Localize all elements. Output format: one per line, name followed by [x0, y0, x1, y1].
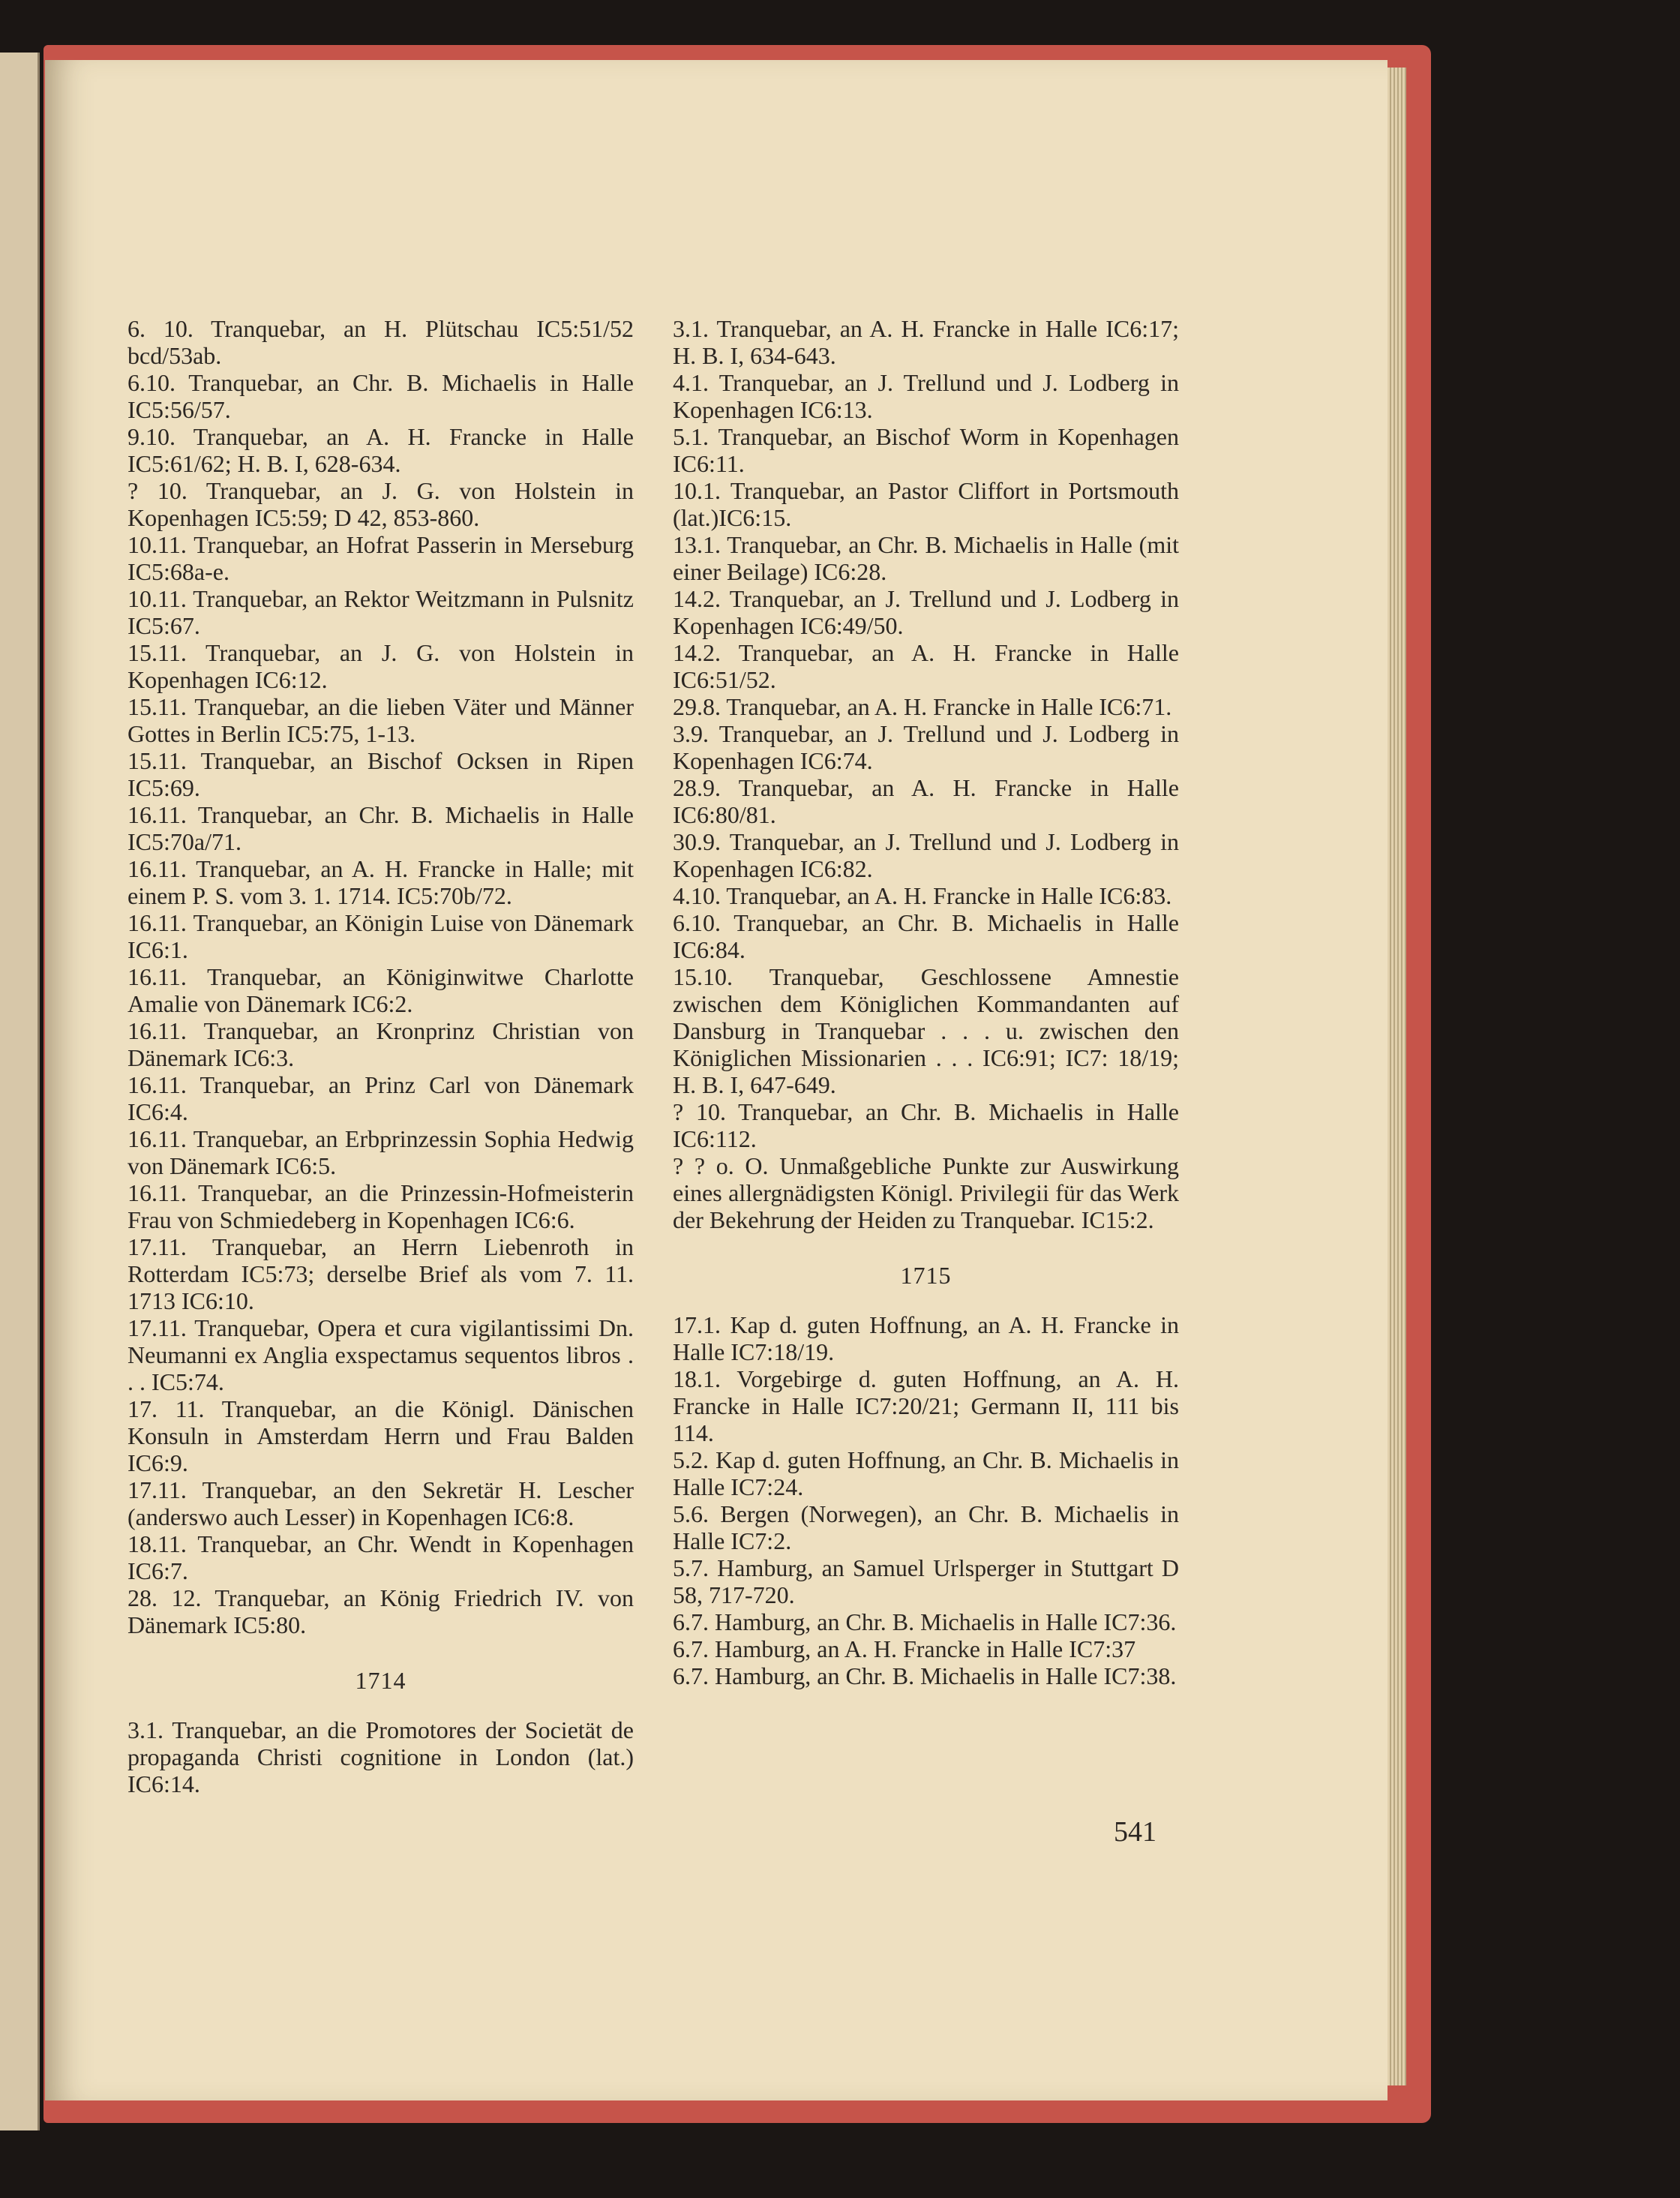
- letter-entry: 6.10. Tranquebar, an Chr. B. Michaelis in Halle IC6:84.: [673, 909, 1179, 963]
- letter-entry: 9.10. Tranquebar, an A. H. Francke in Halle IC5:61/62; H. B. I, 628-634.: [128, 423, 634, 477]
- book-page: [45, 60, 1388, 2100]
- year-heading-1715: 1715: [900, 1262, 952, 1289]
- letter-entry: 16.11. Tranquebar, an Königin Luise von Dänemark IC6:1.: [128, 909, 634, 963]
- letter-entry: ? ? o. O. Unmaßgebliche Punkte zur Auswirkung eines allergnädigsten Königl. Privilegii für das Werk der Bekehrung der Heiden zu Tranquebar. IC15:2.: [673, 1152, 1179, 1233]
- letter-entry: 3.1. Tranquebar, an die Promotores der Societät de propaganda Christi cognitione in London (lat.) IC6:14.: [128, 1716, 634, 1797]
- letter-entry: 4.10. Tranquebar, an A. H. Francke in Halle IC6:83.: [673, 882, 1172, 909]
- letter-entry: 16.11. Tranquebar, an Erbprinzessin Sophia Hedwig von Dänemark IC6:5.: [128, 1125, 634, 1179]
- right-entries-b: [673, 1311, 1179, 1689]
- letter-entry: 15.11. Tranquebar, an die lieben Väter und Männer Gottes in Berlin IC5:75, 1-13.: [128, 693, 634, 747]
- letter-entry: 17.11. Tranquebar, an Herrn Liebenroth in Rotterdam IC5:73; derselbe Brief als vom 7. 11. 1713 IC6:10.: [128, 1233, 634, 1314]
- letter-entry: 18.11. Tranquebar, an Chr. Wendt in Kopenhagen IC6:7.: [128, 1530, 634, 1584]
- letter-entry: 15.11. Tranquebar, an J. G. von Holstein in Kopenhagen IC6:12.: [128, 639, 634, 693]
- facing-page-edge: [0, 53, 40, 2130]
- letter-entry: 3.9. Tranquebar, an J. Trellund und J. Lodberg in Kopenhagen IC6:74.: [673, 720, 1179, 774]
- letter-entry: 16.11. Tranquebar, an Königinwitwe Charlotte Amalie von Dänemark IC6:2.: [128, 963, 634, 1017]
- right-entries-a: [673, 315, 1179, 1233]
- letter-entry: 6.7. Hamburg, an Chr. B. Michaelis in Halle IC7:36.: [673, 1608, 1177, 1635]
- letter-entry: 30.9. Tranquebar, an J. Trellund und J. Lodberg in Kopenhagen IC6:82.: [673, 828, 1179, 882]
- letter-entry: 17.11. Tranquebar, Opera et cura vigilantissimi Dn. Neumanni ex Anglia exspectamus sequentos libros . . . IC5:74.: [128, 1314, 634, 1395]
- letter-entry: 5.2. Kap d. guten Hoffnung, an Chr. B. Michaelis in Halle IC7:24.: [673, 1446, 1179, 1500]
- letter-entry: 10.1. Tranquebar, an Pastor Cliffort in Portsmouth (lat.)IC6:15.: [673, 477, 1179, 531]
- letter-entry: 3.1. Tranquebar, an A. H. Francke in Halle IC6:17; H. B. I, 634-643.: [673, 315, 1179, 369]
- letter-entry: 16.11. Tranquebar, an die Prinzessin-Hofmeisterin Frau von Schmiedeberg in Kopenhagen IC6:6.: [128, 1179, 634, 1233]
- letter-entry: 15.10. Tranquebar, Geschlossene Amnestie zwischen dem Königlichen Kommandanten auf Dansburg in Tranquebar . . . u. zwischen den Königlichen Missionarien . . . IC6:91; IC7: 18/19; H. B. I, 647-649.: [673, 963, 1179, 1098]
- letter-entry: 5.7. Hamburg, an Samuel Urlsperger in Stuttgart D 58, 717-720.: [673, 1554, 1179, 1608]
- letter-entry: 18.1. Vorgebirge d. guten Hoffnung, an A. H. Francke in Halle IC7:20/21; Germann II, 111 bis 114.: [673, 1365, 1179, 1446]
- letter-entry: 16.11. Tranquebar, an Kronprinz Christian von Dänemark IC6:3.: [128, 1017, 634, 1071]
- page-number: 541: [1114, 1816, 1156, 1848]
- left-entries-b: [128, 1716, 634, 1797]
- letter-entry: 16.11. Tranquebar, an Chr. B. Michaelis in Halle IC5:70a/71.: [128, 801, 634, 855]
- letter-entry: 14.2. Tranquebar, an A. H. Francke in Halle IC6:51/52.: [673, 639, 1179, 693]
- letter-entry: 5.6. Bergen (Norwegen), an Chr. B. Michaelis in Halle IC7:2.: [673, 1500, 1179, 1554]
- letter-entry: 6.10. Tranquebar, an Chr. B. Michaelis in Halle IC5:56/57.: [128, 369, 634, 423]
- letter-entry: 28. 12. Tranquebar, an König Friedrich IV. von Dänemark IC5:80.: [128, 1584, 634, 1638]
- left-column: [128, 315, 634, 1797]
- letter-entry: 15.11. Tranquebar, an Bischof Ocksen in Ripen IC5:69.: [128, 747, 634, 801]
- letter-entry: 4.1. Tranquebar, an J. Trellund und J. Lodberg in Kopenhagen IC6:13.: [673, 369, 1179, 423]
- letter-entry: 13.1. Tranquebar, an Chr. B. Michaelis in Halle (mit einer Beilage) IC6:28.: [673, 531, 1179, 585]
- letter-entry: 6. 10. Tranquebar, an H. Plütschau IC5:51/52 bcd/53ab.: [128, 315, 634, 369]
- left-entries-a: [128, 315, 634, 1638]
- right-column: [673, 315, 1179, 1689]
- letter-entry: 17.1. Kap d. guten Hoffnung, an A. H. Francke in Halle IC7:18/19.: [673, 1311, 1179, 1365]
- letter-entry: 17.11. Tranquebar, an den Sekretär H. Lescher (anderswo auch Lesser) in Kopenhagen IC6:8.: [128, 1476, 634, 1530]
- letter-entry: 28.9. Tranquebar, an A. H. Francke in Halle IC6:80/81.: [673, 774, 1179, 828]
- letter-entry: ? 10. Tranquebar, an Chr. B. Michaelis in Halle IC6:112.: [673, 1098, 1179, 1152]
- letter-entry: 10.11. Tranquebar, an Rektor Weitzmann in Pulsnitz IC5:67.: [128, 585, 634, 639]
- year-heading-1714: 1714: [355, 1667, 406, 1694]
- letter-entry: 6.7. Hamburg, an Chr. B. Michaelis in Halle IC7:38.: [673, 1662, 1177, 1689]
- letter-entry: 17. 11. Tranquebar, an die Königl. Dänischen Konsuln in Amsterdam Herrn und Frau Balden IC6:9.: [128, 1395, 634, 1476]
- letter-entry: 29.8. Tranquebar, an A. H. Francke in Halle IC6:71.: [673, 693, 1172, 720]
- letter-entry: 14.2. Tranquebar, an J. Trellund und J. Lodberg in Kopenhagen IC6:49/50.: [673, 585, 1179, 639]
- letter-entry: 10.11. Tranquebar, an Hofrat Passerin in Merseburg IC5:68a-e.: [128, 531, 634, 585]
- letter-entry: 6.7. Hamburg, an A. H. Francke in Halle IC7:37: [673, 1635, 1136, 1662]
- letter-entry: 5.1. Tranquebar, an Bischof Worm in Kopenhagen IC6:11.: [673, 423, 1179, 477]
- letter-entry: 16.11. Tranquebar, an Prinz Carl von Dänemark IC6:4.: [128, 1071, 634, 1125]
- letter-entry: 16.11. Tranquebar, an A. H. Francke in Halle; mit einem P. S. vom 3. 1. 1714. IC5:70b/72.: [128, 855, 634, 909]
- letter-entry: ? 10. Tranquebar, an J. G. von Holstein in Kopenhagen IC5:59; D 42, 853-860.: [128, 477, 634, 531]
